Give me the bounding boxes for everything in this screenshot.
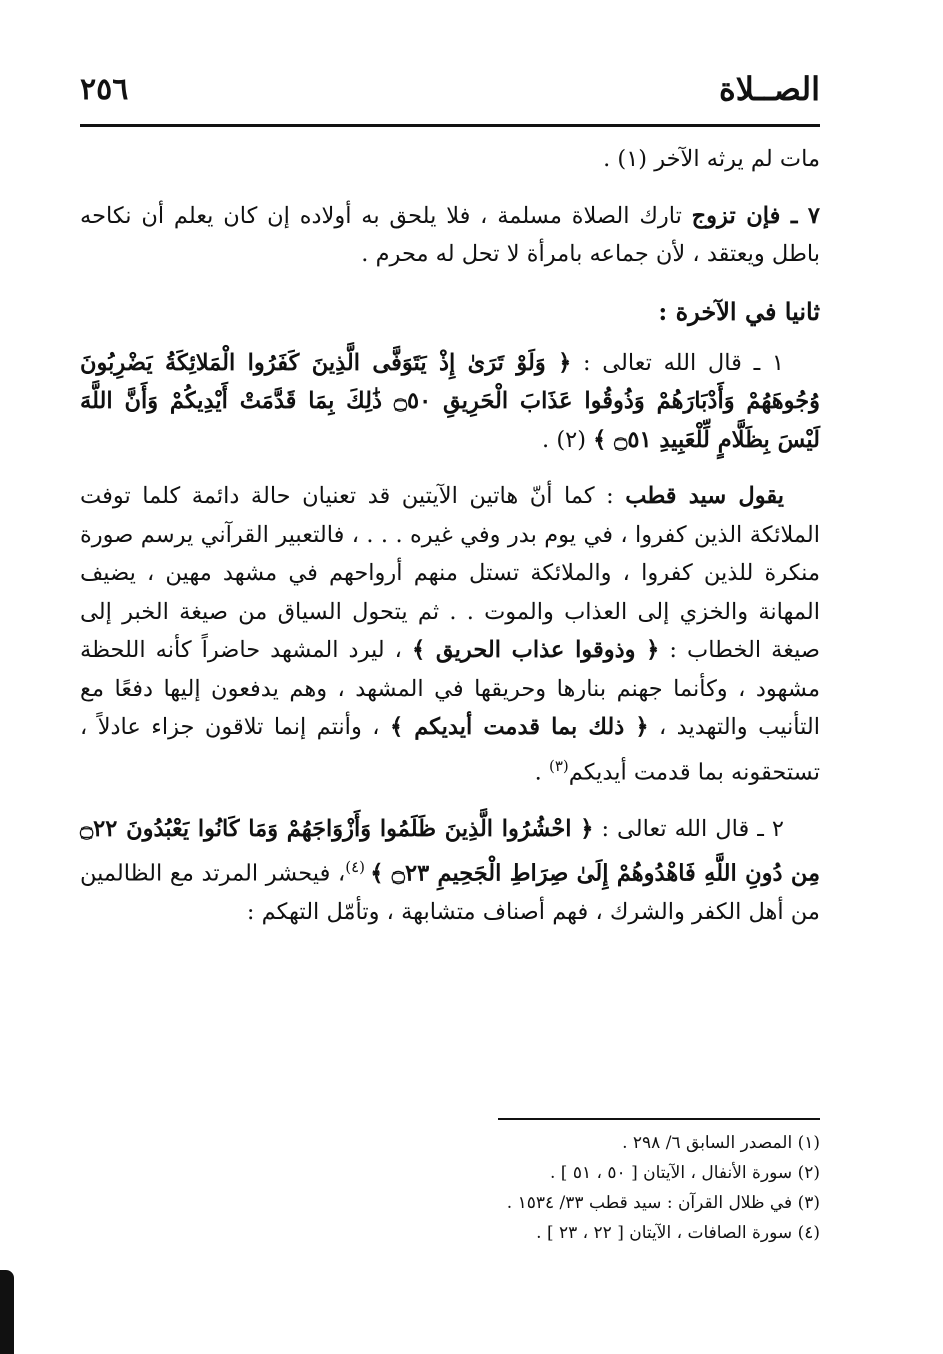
paragraph-verse-1 [80, 344, 820, 460]
footnote-divider [498, 1118, 820, 1120]
sayyid-qutb-end: . [534, 759, 549, 785]
verse-1-quran: ﴿ وَلَوْ تَرَىٰ إِذْ يَتَوَفَّى الَّذِينَ كَفَرُوا الْمَلائِكَةُ يَضْرِبُونَ وُجُوهَهُمْ وَأَدْبَارَهُمْ وَذُوقُوا عَذَابَ الْحَرِيقِ ۝٥٠ ذَٰلِكَ بِمَا قَدَّمَتْ أَيْدِيكُمْ وَأَنَّ اللَّهَ لَيْسَ بِظَلَّامٍ لِّلْعَبِيدِ ۝٥١ ﴾ [80, 349, 820, 453]
page-number: ٢٥٦ [80, 72, 129, 107]
section-heading: ثانيا في الآخرة : [658, 296, 820, 326]
verse-1-ref: (٢) . [542, 426, 594, 453]
running-title: الصــلاة [719, 70, 820, 108]
footnotes [80, 1128, 820, 1248]
main-text [80, 140, 820, 950]
footnote-1: (١) المصدر السابق ٦/ ٢٩٨ . [622, 1133, 820, 1153]
footnote-4: (٤) سورة الصافات ، الآيتان [ ٢٢ ، ٢٣ ] . [536, 1223, 820, 1243]
verse-2-lead: ٢ ـ قال الله تعالى : [593, 815, 784, 842]
verse-1-lead: ١ ـ قال الله تعالى : [571, 349, 785, 376]
page-header [80, 64, 820, 114]
scan-edge-mark [0, 1270, 14, 1354]
sayyid-qutb-quote-1: ﴿ وذوقوا عذاب الحريق ﴾ [411, 637, 660, 663]
footnote-3: (٣) في ظلال القرآن : سيد قطب ٣٣/ ١٥٣٤ . [506, 1193, 820, 1213]
paragraph-7 [80, 197, 820, 274]
continuation-line: مات لم يرثه الآخر (١) . [603, 146, 820, 172]
footnote-ref-4: (٤) [345, 858, 371, 876]
footnote-2: (٢) سورة الأنفال ، الآيتان [ ٥٠ ، ٥١ ] . [550, 1163, 820, 1183]
sayyid-qutb-text-b: ، ليرد المشهد حاضراً كأنه اللحظة مشهود ، وكأنما جهنم بنارها وحريقها في المشهد ، وهم يدفعون إليها دفعًا مع التأنيب والتهديد ، [80, 637, 820, 740]
paragraph-7-text: تارك الصلاة مسلمة ، فلا يلحق به أولاده إن كان يعلم أن نكاحه باطل ويعتقد ، لأن جماعه بامرأة لا تحل له محرم . [80, 202, 820, 267]
footnote-ref-3: (٣) [548, 756, 569, 775]
paragraph-7-lead: ٧ ـ فإن تزوج [691, 202, 820, 229]
verse-2-text: ، فيحشر المرتد مع الظالمين من أهل الكفر والشرك ، فهم أصناف متشابهة ، وتأمّل التهكم : [80, 860, 820, 925]
sayyid-qutb-text-a: : كما أنّ هاتين الآيتين قد تعنيان حالة دائمة كلما توفت الملائكة الذين كفروا ، في يوم بدر وفي غيره . . . ، فالتعبير القرآني يرسم صورة منكرة للذين كفروا ، والملائكة تستل منهم أرواحهم في مشهد مهين ، يضيف المهانة والخزي إلى العذاب والموت . . ثم يتحول السياق من صيغة الخبر إلى صيغة الخطاب : [80, 483, 820, 663]
header-divider [80, 124, 820, 127]
sayyid-qutb-lead: يقول سيد قطب [625, 483, 784, 509]
paragraph-verse-2 [80, 810, 820, 932]
verse-2-quran: ﴿ احْشُرُوا الَّذِينَ ظَلَمُوا وَأَزْوَاجَهُمْ وَمَا كَانُوا يَعْبُدُونَ ۝٢٢ مِن دُونِ اللَّهِ فَاهْدُوهُمْ إِلَىٰ صِرَاطِ الْجَحِيمِ ۝٢٣ ﴾ [80, 815, 820, 887]
sayyid-qutb-quote-2: ﴿ ذلك بما قدمت أيديكم ﴾ [389, 714, 649, 740]
sayyid-qutb-text-c: ، وأنتم إنما تلاقون جزاء عادلاً ، تستحقونه بما قدمت أيديكم [80, 714, 820, 785]
paragraph-sayyid-qutb [80, 477, 820, 792]
